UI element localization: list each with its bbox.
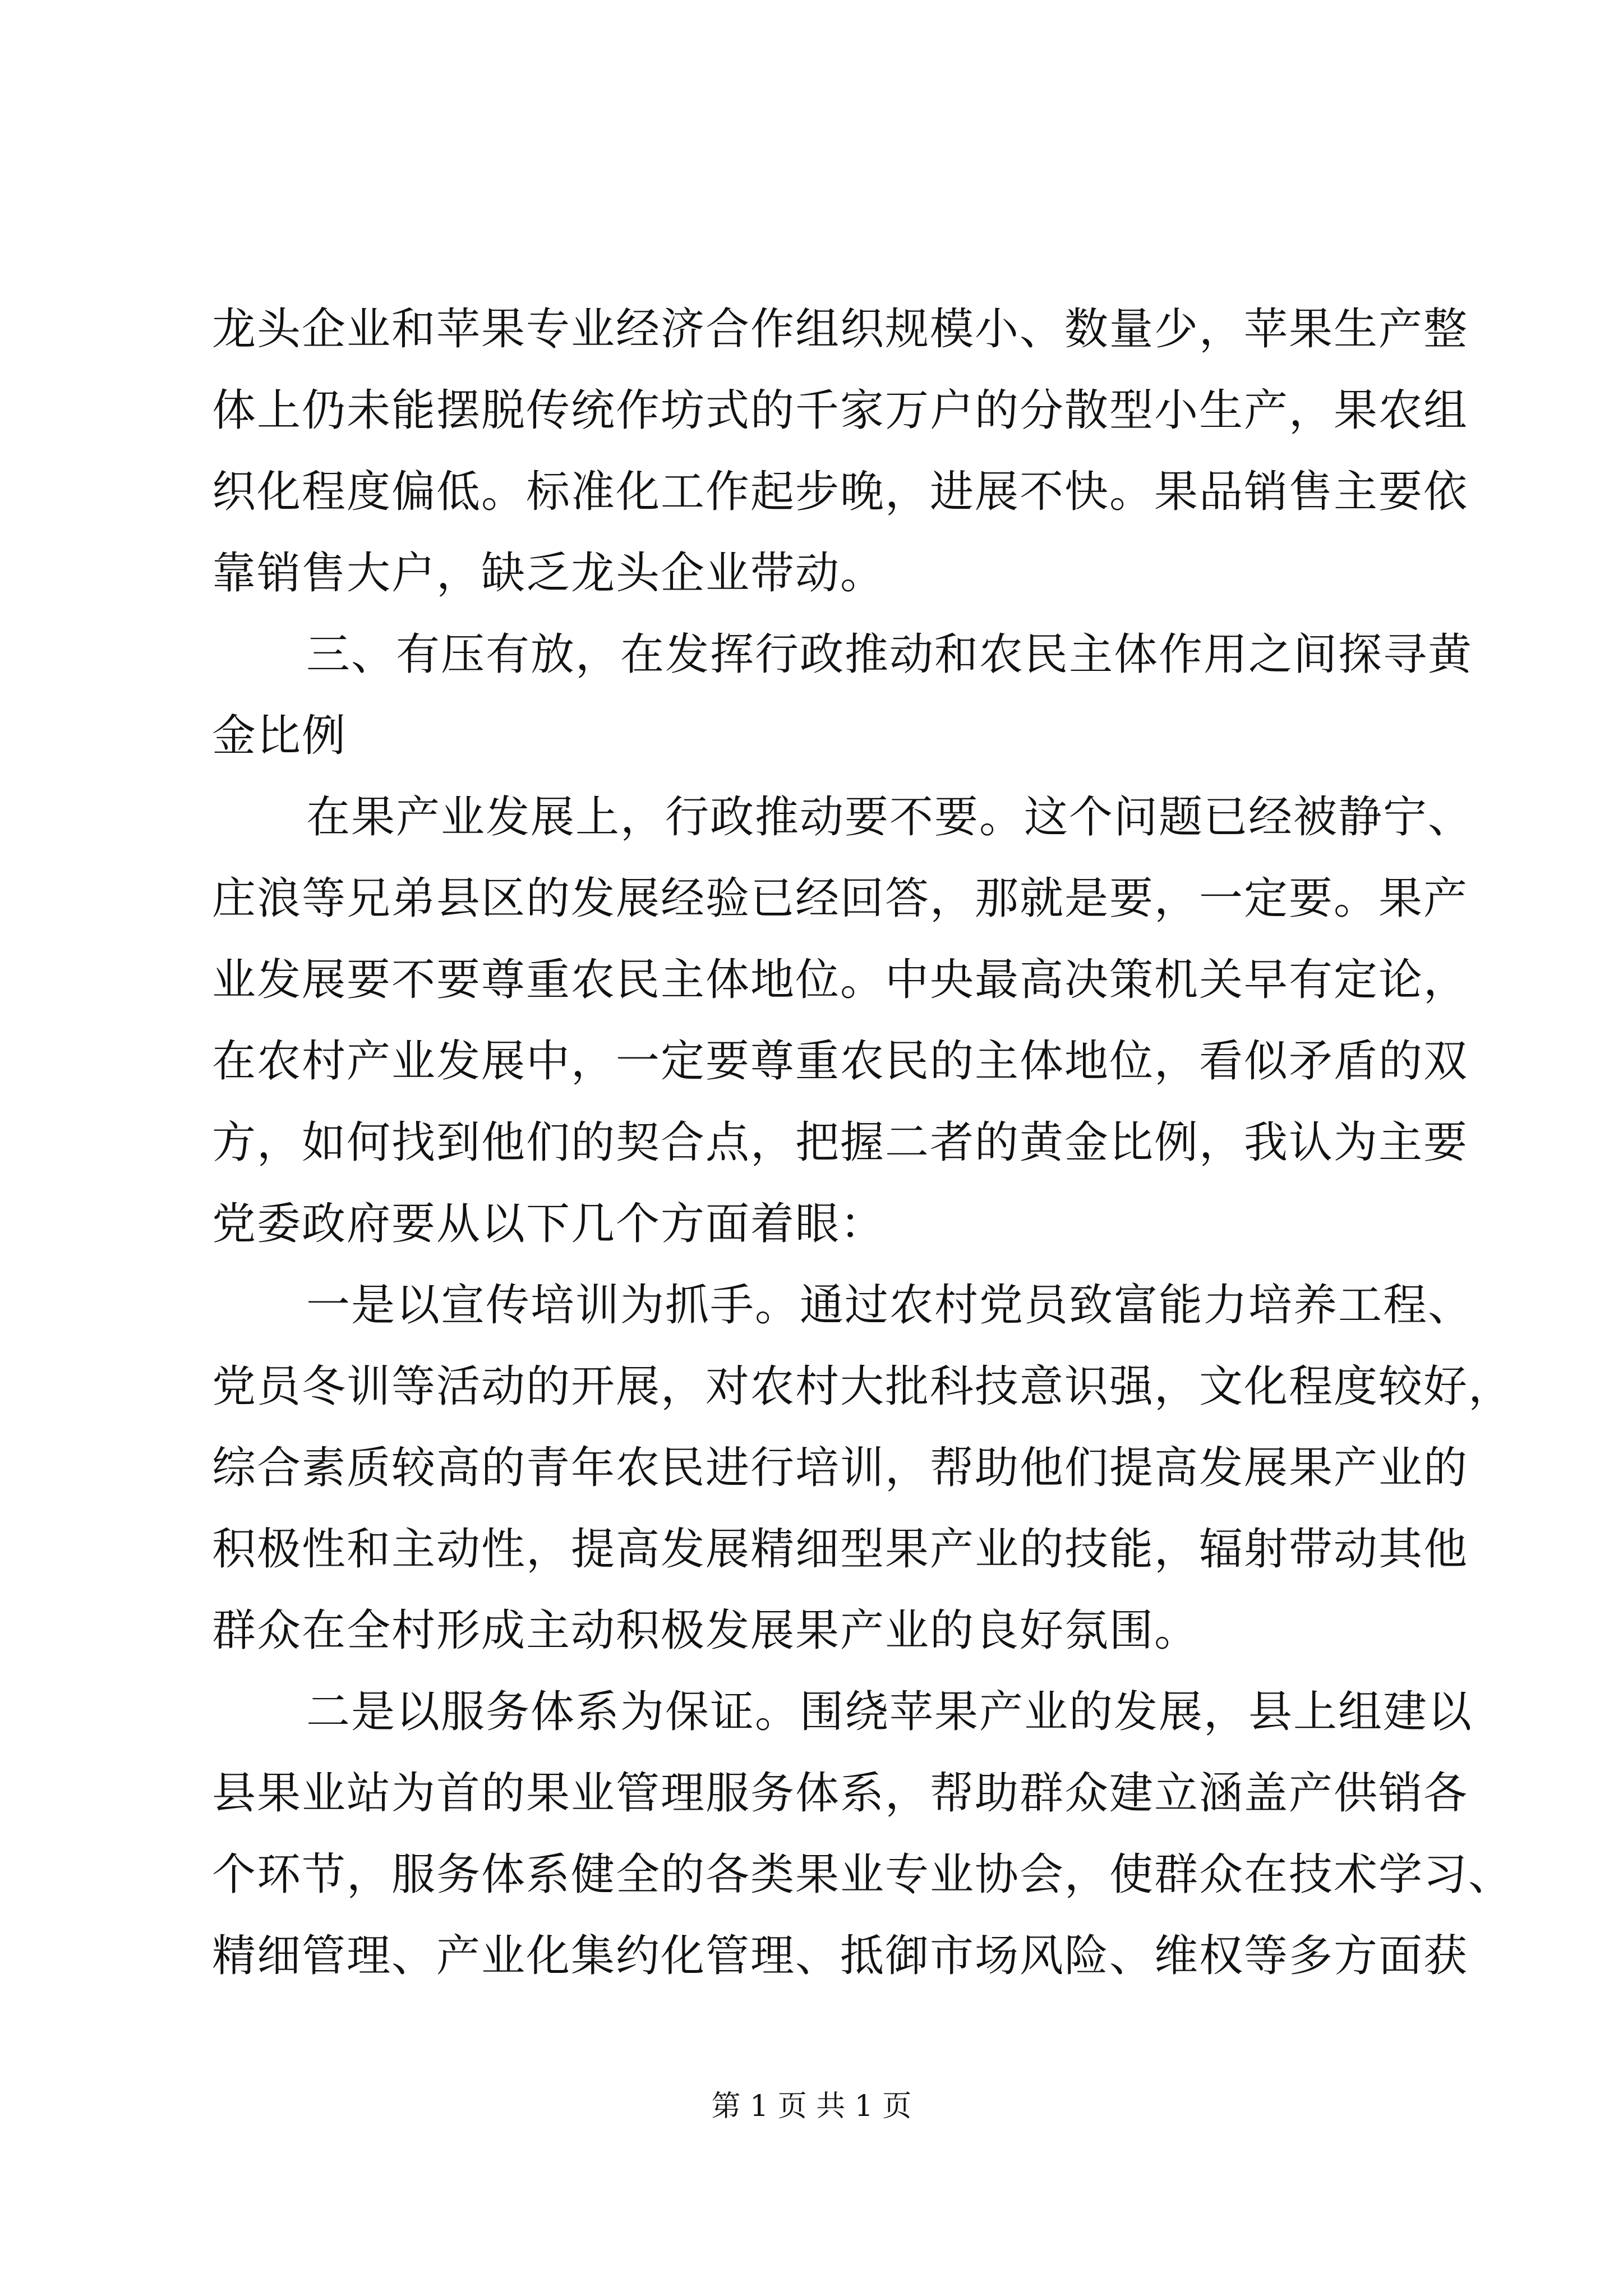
paragraph-continuation [212,289,1469,614]
text-line: 业发展要不要尊重农民主体地位。中央最高决策机关早有定论， [212,955,1469,1005]
document-body [212,289,1514,1997]
text-line: 三、有压有放，在发挥行政推动和农民主体作用之间探寻黄 [306,629,1473,680]
text-line: 金比例 [212,711,347,761]
text-line: 个环节，服务体系健全的各类果业专业协会，使群众在技术学习、 [212,1849,1514,1900]
text-line: 积极性和主动性，提高发展精细型果产业的技能，辐射带动其他 [212,1524,1469,1575]
text-line: 精细管理、产业化集约化管理、抵御市场风险、维权等多方面获 [212,1931,1469,1981]
text-line: 县果业站为首的果业管理服务体系，帮助群众建立涵盖产供销各 [212,1768,1469,1819]
text-line: 在果产业发展上，行政推动要不要。这个问题已经被静宁、 [306,792,1473,843]
text-line: 庄浪等兄弟县区的发展经验已经回答，那就是要，一定要。果产 [212,873,1469,924]
section-heading-3 [212,614,1473,777]
text-line: 党委政府要从以下几个方面着眼： [212,1199,886,1249]
paragraph-administrative-push [212,777,1473,1265]
text-line: 一是以宣传培训为抓手。通过农村党员致富能力培养工程、 [306,1280,1473,1331]
text-line: 二是以服务体系为保证。围绕苹果产业的发展，县上组建以 [306,1687,1473,1737]
text-line: 靠销售大户，缺乏龙头企业带动。 [212,548,886,599]
text-line: 党员冬训等活动的开展，对农村大批科技意识强，文化程度较好， [212,1361,1514,1412]
text-line: 群众在全村形成主动积极发展果产业的良好氛围。 [212,1605,1200,1656]
text-line: 体上仍未能摆脱传统作坊式的千家万户的分散型小生产，果农组 [212,385,1469,436]
text-line: 方，如何找到他们的契合点，把握二者的黄金比例，我认为主要 [212,1117,1469,1168]
page-footer: 第 1 页 共 1 页 [711,2090,912,2123]
text-line: 在农村产业发展中，一定要尊重农民的主体地位，看似矛盾的双 [212,1036,1469,1087]
paragraph-point-1 [212,1265,1514,1672]
paragraph-point-2 [212,1672,1514,1997]
text-line: 综合素质较高的青年农民进行培训，帮助他们提高发展果产业的 [212,1443,1469,1493]
text-line: 龙头企业和苹果专业经济合作组织规模小、数量少，苹果生产整 [212,304,1469,355]
text-line: 织化程度偏低。标准化工作起步晚，进展不快。果品销售主要依 [212,467,1469,517]
